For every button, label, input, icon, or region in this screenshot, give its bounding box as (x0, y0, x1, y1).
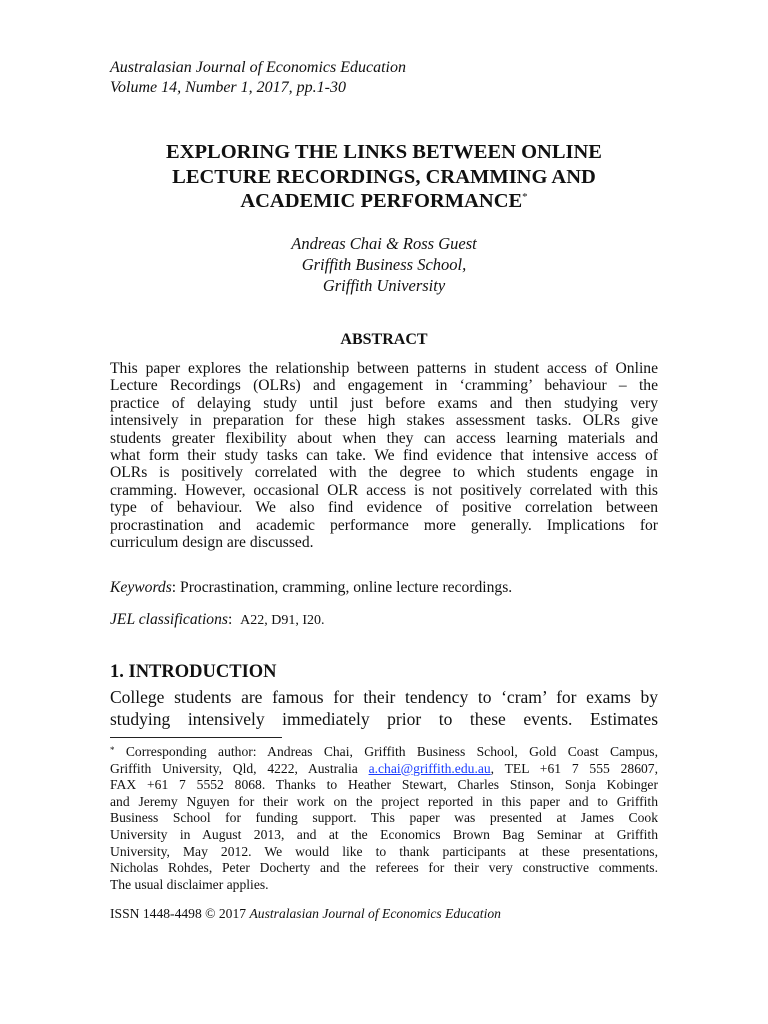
footnote-line (110, 761, 658, 778)
abstract-line: OLRs is positively correlated with the degree to which students engage in (110, 464, 658, 482)
footnote-line: The usual disclaimer applies. (110, 876, 269, 892)
abstract-body (110, 360, 658, 551)
author-block (110, 233, 658, 296)
abstract-heading: ABSTRACT (340, 331, 428, 348)
keywords-label: Keywords (110, 579, 172, 596)
footnote-line: and Jeremy Nguyen for their work on the project reported in this paper and to Griffith (110, 793, 658, 809)
footnote-text: , TEL +61 7 555 28607, (490, 760, 658, 776)
abstract-line: curriculum design are discussed. (110, 533, 314, 551)
footnote-line: University in August 2013, and at the Economics Brown Bag Seminar at Griffith (110, 826, 658, 842)
introduction-line: studying intensively immediately prior to these events. Estimates (110, 709, 658, 729)
issn-text: ISSN 1448-4498 © 2017 (110, 906, 250, 921)
paper-title (110, 140, 658, 214)
journal-name: Australasian Journal of Economics Education (110, 59, 406, 76)
abstract-line: procrastination and academic performance more generally. Implications for (110, 516, 658, 534)
abstract-line: students greater flexibility about when they can access learning materials and (110, 429, 658, 447)
jel-line (110, 611, 325, 629)
footnote-text: Griffith University, Qld, 4222, Australia (110, 760, 369, 776)
jel-label: JEL classifications (110, 611, 228, 628)
footnote-line: Business School for funding support. This paper was presented at James Cook (110, 810, 658, 826)
footnote-mark: * (110, 745, 115, 755)
introduction-heading: 1. INTRODUCTION (110, 662, 277, 682)
title-line-2: LECTURE RECORDINGS, CRAMMING AND (172, 165, 596, 188)
abstract-line: This paper explores the relationship between patterns in student access of Online (110, 360, 658, 377)
jel-separator: : (227, 611, 233, 628)
journal-volume: Volume 14, Number 1, 2017, pp.1-30 (110, 79, 346, 96)
journal-header (110, 58, 406, 98)
title-line-3: ACADEMIC PERFORMANCE (240, 190, 523, 212)
keywords-text: : Procrastination, cramming, online lecture recordings. (171, 579, 513, 596)
footnote-line: FAX +61 7 5552 8068. Thanks to Heather Stewart, Charles Stinson, Sonja Kobinger (110, 777, 658, 793)
abstract-line: practice of delaying study until just before exams and then studying very (110, 394, 658, 412)
footnote-text: Corresponding author: Andreas Chai, Griffith Business School, Gold Coast Campus, (114, 744, 658, 759)
jel-codes: A22, D91, I20. (240, 613, 325, 628)
footnote-line: Nicholas Rohdes, Peter Docherty and the referees for their very constructive comments. (110, 860, 658, 876)
footnote-line (110, 744, 658, 761)
issn-footer (110, 906, 501, 922)
author-names: Andreas Chai & Ross Guest (291, 234, 477, 253)
issn-journal: Australasian Journal of Economics Education (249, 906, 501, 921)
author-school: Griffith Business School, (301, 255, 467, 274)
keywords-line (110, 579, 512, 597)
abstract-line: intensively in preparation for these high stakes assessment tasks. OLRs give (110, 412, 658, 430)
title-footnote-mark[interactable]: * (522, 191, 528, 203)
abstract-line: type of behaviour. We also find evidence of positive correlation between (110, 499, 658, 517)
abstract-line: Lecture Recordings (OLRs) and engagement in ‘cramming’ behaviour – the (110, 377, 658, 395)
author-university: Griffith University (322, 276, 446, 295)
footnote (110, 744, 658, 893)
footnote-line: University, May 2012. We would like to thank participants at these presentations, (110, 843, 658, 859)
email-link[interactable]: a.chai@griffith.edu.au (368, 760, 491, 776)
introduction-body (110, 686, 658, 730)
introduction-line: College students are famous for their tendency to ‘cram’ for exams by (110, 687, 658, 707)
abstract-line: cramming. However, occasional OLR access is not positively correlated with this (110, 481, 658, 499)
abstract-line: what form their study tasks can take. We find evidence that intensive access of (110, 446, 658, 464)
footnote-divider (110, 737, 282, 738)
title-line-1: EXPLORING THE LINKS BETWEEN ONLINE (166, 141, 602, 163)
